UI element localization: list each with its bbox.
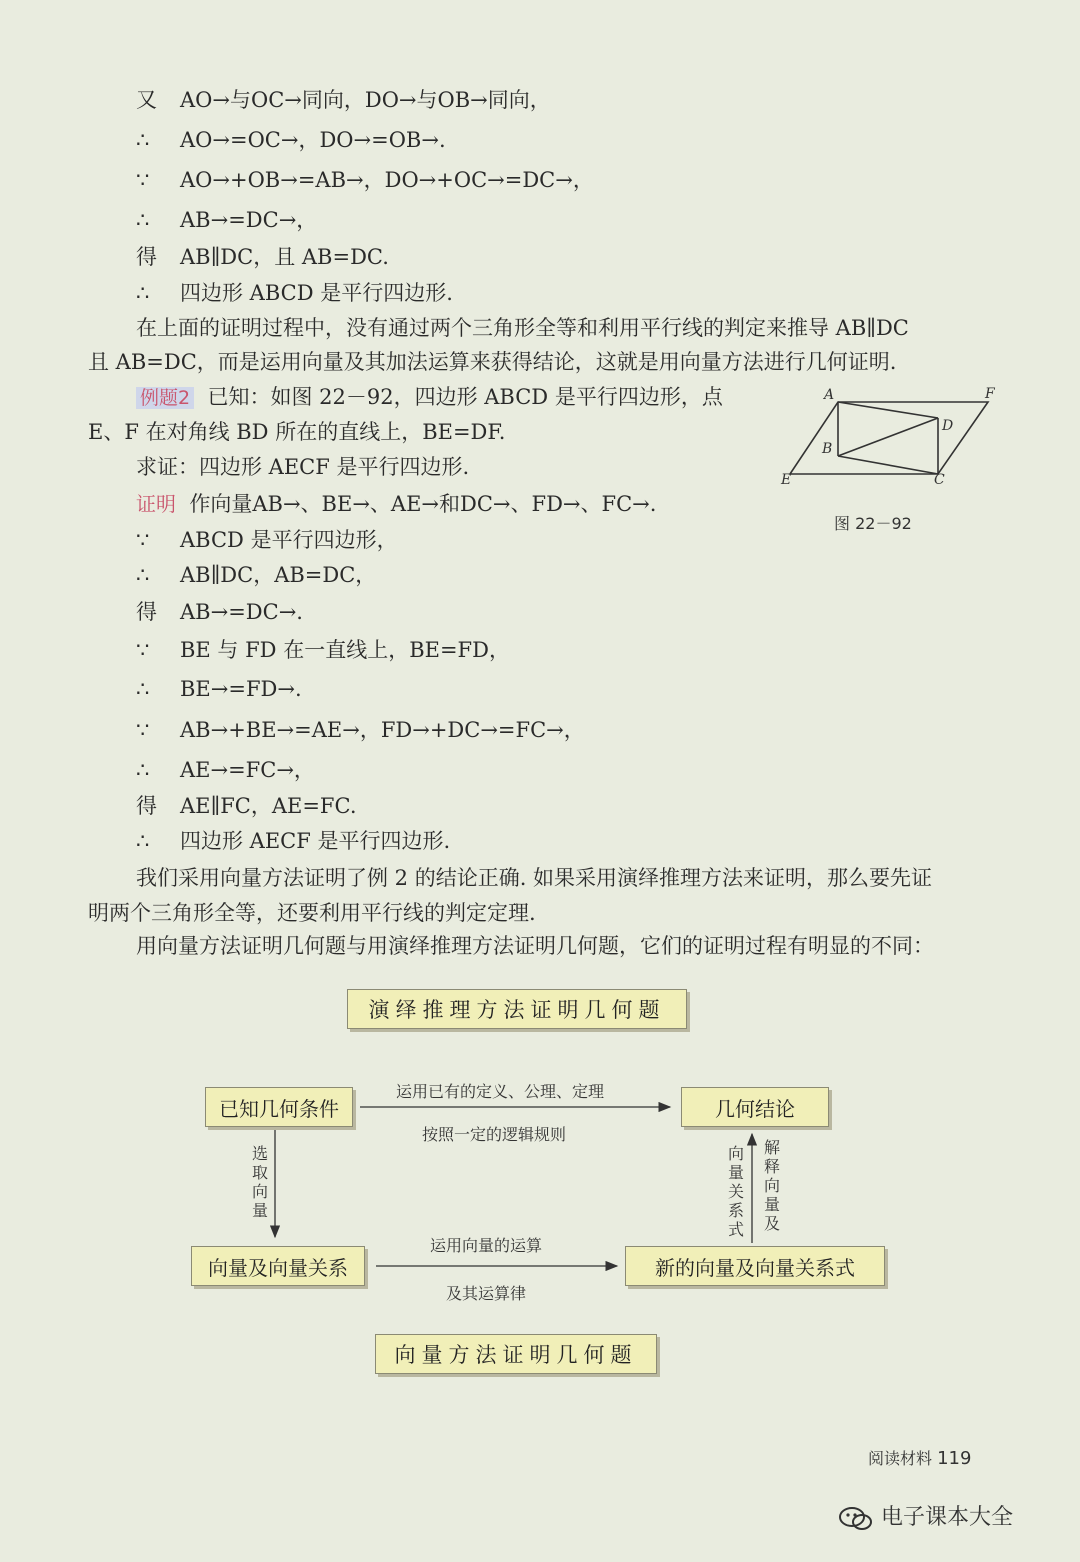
example2-proof-line: ∴ AB∥DC，AB=DC，	[136, 563, 377, 587]
example2-proof-line: ∴ 四边形 AECF 是平行四边形.	[136, 829, 451, 853]
example2-proof-line: ∵ BE 与 FD 在一直线上，BE=FD，	[136, 638, 510, 662]
vector-relation-box: 向量及向量关系	[191, 1246, 365, 1286]
geometric-conclusion-box: 几何结论	[681, 1087, 829, 1127]
example2-proof-intro: 证明 作向量AB→、BE→、AE→和DC→、FD→、FC→.	[136, 492, 657, 516]
bottom-arrow-label-lower: 及其运算律	[446, 1284, 527, 1303]
proof1-line: 得 AB∥DC，且 AB=DC.	[136, 245, 389, 269]
proof1-line: ∴ AB→=DC→，	[136, 208, 318, 232]
example2-proof-line: ∵ AB→+BE→=AE→，FD→+DC→=FC→，	[136, 718, 585, 742]
proof1-paragraph-line: 且 AB=DC，而是运用向量及其加法运算来获得结论，这就是用向量方法进行几何证明.	[88, 350, 897, 374]
page-number: 119	[937, 1448, 972, 1469]
example2-proof-line: ∴ BE→=FD→.	[136, 677, 302, 701]
label-e: E	[781, 472, 792, 488]
proof-label: 证明	[136, 492, 176, 516]
right-vertical-label-right: 解 释 向 量 及	[763, 1138, 780, 1233]
figure-caption: 图 22－92	[834, 514, 912, 533]
proof1-line: ∴ AO→=OC→，DO→=OB→.	[136, 128, 446, 152]
example-label: 例题2	[136, 387, 194, 409]
known-conditions-box: 已知几何条件	[205, 1087, 353, 1127]
page-footer	[868, 1446, 971, 1469]
top-arrow-label-upper: 运用已有的定义、公理、定理	[396, 1082, 605, 1101]
proof1-line: 又 AO→与OC→同向，DO→与OB→同向，	[136, 88, 551, 112]
label-c: C	[934, 472, 945, 488]
top-arrow-label-lower: 按照一定的逻辑规则	[422, 1125, 567, 1144]
vector-method-title: 向量方法证明几何题	[375, 1334, 657, 1374]
summary-line: 我们采用向量方法证明了例 2 的结论正确. 如果采用演绎推理方法来证明，那么要先证	[136, 866, 933, 890]
example2-proof-line: ∴ AE→=FC→，	[136, 758, 315, 782]
label-a: A	[824, 387, 835, 403]
proof1-paragraph-line: 在上面的证明过程中，没有通过两个三角形全等和利用平行线的判定来推导 AB∥DC	[136, 316, 909, 340]
section-name: 阅读材料	[868, 1449, 933, 1468]
example2-statement-line: 求证：四边形 AECF 是平行四边形.	[136, 455, 470, 479]
bottom-arrow-label-upper: 运用向量的运算	[430, 1236, 543, 1255]
label-d: D	[942, 418, 954, 434]
example2-statement-line: 例题2 已知：如图 22－92，四边形 ABCD 是平行四边形，点	[136, 383, 723, 412]
right-vertical-label-left: 向 量 关 系 式	[727, 1144, 744, 1239]
proof1-line: ∴ 四边形 ABCD 是平行四边形.	[136, 281, 453, 305]
label-b: B	[822, 441, 833, 457]
left-vertical-label: 选 取 向 量	[251, 1144, 268, 1220]
new-vector-relation-box: 新的向量及向量关系式	[625, 1246, 885, 1286]
summary-line: 明两个三角形全等，还要利用平行线的判定定理.	[88, 901, 536, 925]
wechat-watermark	[838, 1500, 1013, 1531]
example2-proof-line: ∵ ABCD 是平行四边形，	[136, 528, 398, 552]
wechat-icon	[838, 1505, 874, 1531]
example2-proof-line: 得 AE∥FC，AE=FC.	[136, 794, 357, 818]
account-name: 电子课本大全	[881, 1505, 1014, 1530]
summary-line: 用向量方法证明几何题与用演绎推理方法证明几何题，它们的证明过程有明显的不同：	[136, 934, 934, 958]
example2-proof-line: 得 AB→=DC→.	[136, 600, 303, 624]
example2-statement-line: E、F 在对角线 BD 所在的直线上，BE=DF.	[88, 420, 506, 444]
proof1-line: ∵ AO→+OB→=AB→，DO→+OC→=DC→，	[136, 168, 594, 192]
deductive-method-title: 演绎推理方法证明几何题	[347, 989, 687, 1029]
label-f: F	[985, 386, 995, 402]
